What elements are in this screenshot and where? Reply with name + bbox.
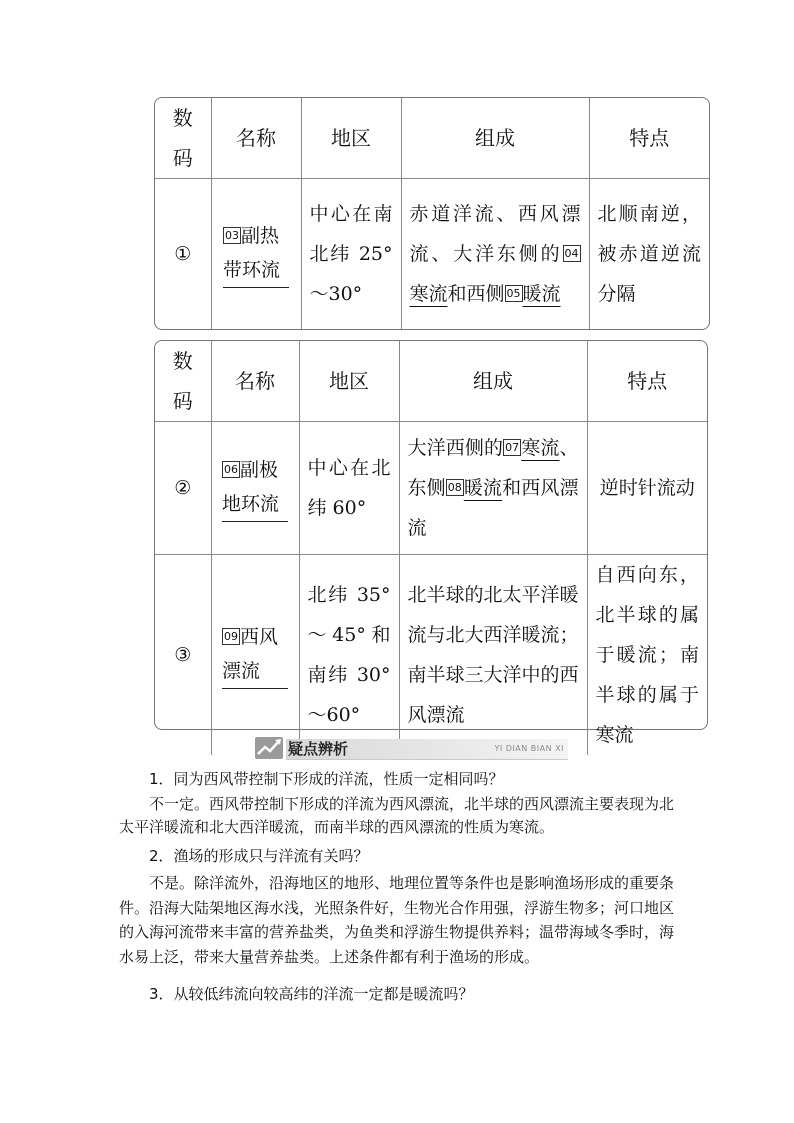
ocean-circulation-table-2	[154, 340, 708, 746]
composition-text: 、东侧	[407, 437, 579, 499]
composition-text: 赤道洋流、西风漂流、大洋东侧的	[409, 203, 581, 265]
header-feature: 特点	[587, 341, 707, 422]
answer-text: 寒流	[409, 283, 448, 305]
header-code: 数码	[155, 98, 211, 179]
composition-text: 和西侧	[447, 283, 505, 305]
answer-text: 寒流	[521, 437, 560, 459]
answer-tag: 04	[564, 247, 579, 260]
circulation-name	[211, 422, 299, 555]
section-title: 疑点辨析	[288, 740, 349, 758]
answer-tag: 06	[224, 462, 238, 476]
answer-text: 副极地环流	[222, 458, 280, 515]
composition-cell	[399, 422, 587, 555]
region-cell: 北纬 35°～45°和南纬 30°～60°	[299, 555, 399, 756]
feature-cell: 北顺南逆，被赤道逆流分隔	[589, 179, 709, 330]
question-2: 2．渔场的形成只与洋流有关吗？	[149, 847, 369, 865]
composition-text: 和西风漂流	[407, 477, 579, 539]
answer-tag: 09	[224, 629, 238, 643]
question-1: 1．同为西风带控制下形成的洋流，性质一定相同吗？	[149, 770, 504, 788]
answer-text: 西风漂流	[222, 625, 279, 682]
answer-text: 暖流	[522, 283, 561, 305]
answer-tag: 05	[506, 287, 521, 300]
header-name: 名称	[211, 341, 299, 422]
section-subtitle: YI DIAN BIAN XI	[494, 744, 564, 753]
header-name: 名称	[211, 98, 301, 179]
row-number: ①	[155, 179, 211, 330]
feature-cell: 自西向东，北半球的属于暖流；南半球的属于寒流	[587, 555, 707, 756]
circulation-name	[211, 179, 301, 330]
composition-cell: 北半球的北太平洋暖流与北大西洋暖流；南半球三大洋中的西风漂流	[399, 555, 587, 756]
section-header	[254, 736, 568, 762]
feature-cell: 逆时针流动	[587, 422, 707, 555]
ocean-circulation-table-1	[154, 97, 710, 330]
row-number: ②	[155, 422, 211, 555]
header-composition: 组成	[401, 98, 589, 179]
header-code: 数码	[155, 341, 211, 422]
region-cell: 中心在北纬 60°	[299, 422, 399, 555]
header-composition: 组成	[399, 341, 587, 422]
composition-text: 大洋西侧的	[407, 437, 504, 459]
composition-cell	[401, 179, 589, 330]
row-number: ③	[155, 555, 211, 756]
answer-tag: 08	[447, 481, 462, 494]
circulation-name	[211, 555, 299, 756]
answer-text: 暖流	[463, 477, 503, 499]
answer-tag: 03	[225, 228, 239, 242]
trend-chart-icon	[254, 736, 284, 760]
region-cell: 中心在南北纬 25°～30°	[301, 179, 401, 330]
header-feature: 特点	[589, 98, 709, 179]
header-region: 地区	[299, 341, 399, 422]
question-3: 3．从较低纬流向较高纬的洋流一定都是暖流吗？	[149, 985, 474, 1003]
answer-tag: 07	[505, 441, 520, 454]
header-region: 地区	[301, 98, 401, 179]
answer-2: 不是。除洋流外，沿海地区的地形、地理位置等条件也是影响渔场形成的重要条件。沿海大陆架地区海水浅，光照条件好，生物光合作用强，浮游生物多；河口地区的入海河流带来丰富的营养盐类，为鱼类和浮游生物提供养料；温带海域冬季时，海水易上泛，带来大量营养盐类。上述条件都有利于渔场的形成。	[119, 874, 675, 966]
answer-text: 副热带环流	[223, 224, 281, 281]
answer-1: 不一定。西风带控制下形成的洋流为西风漂流，北半球的西风漂流主要表现为北太平洋暖流和北大西洋暖流，而南半球的西风漂流的性质为寒流。	[119, 795, 675, 836]
